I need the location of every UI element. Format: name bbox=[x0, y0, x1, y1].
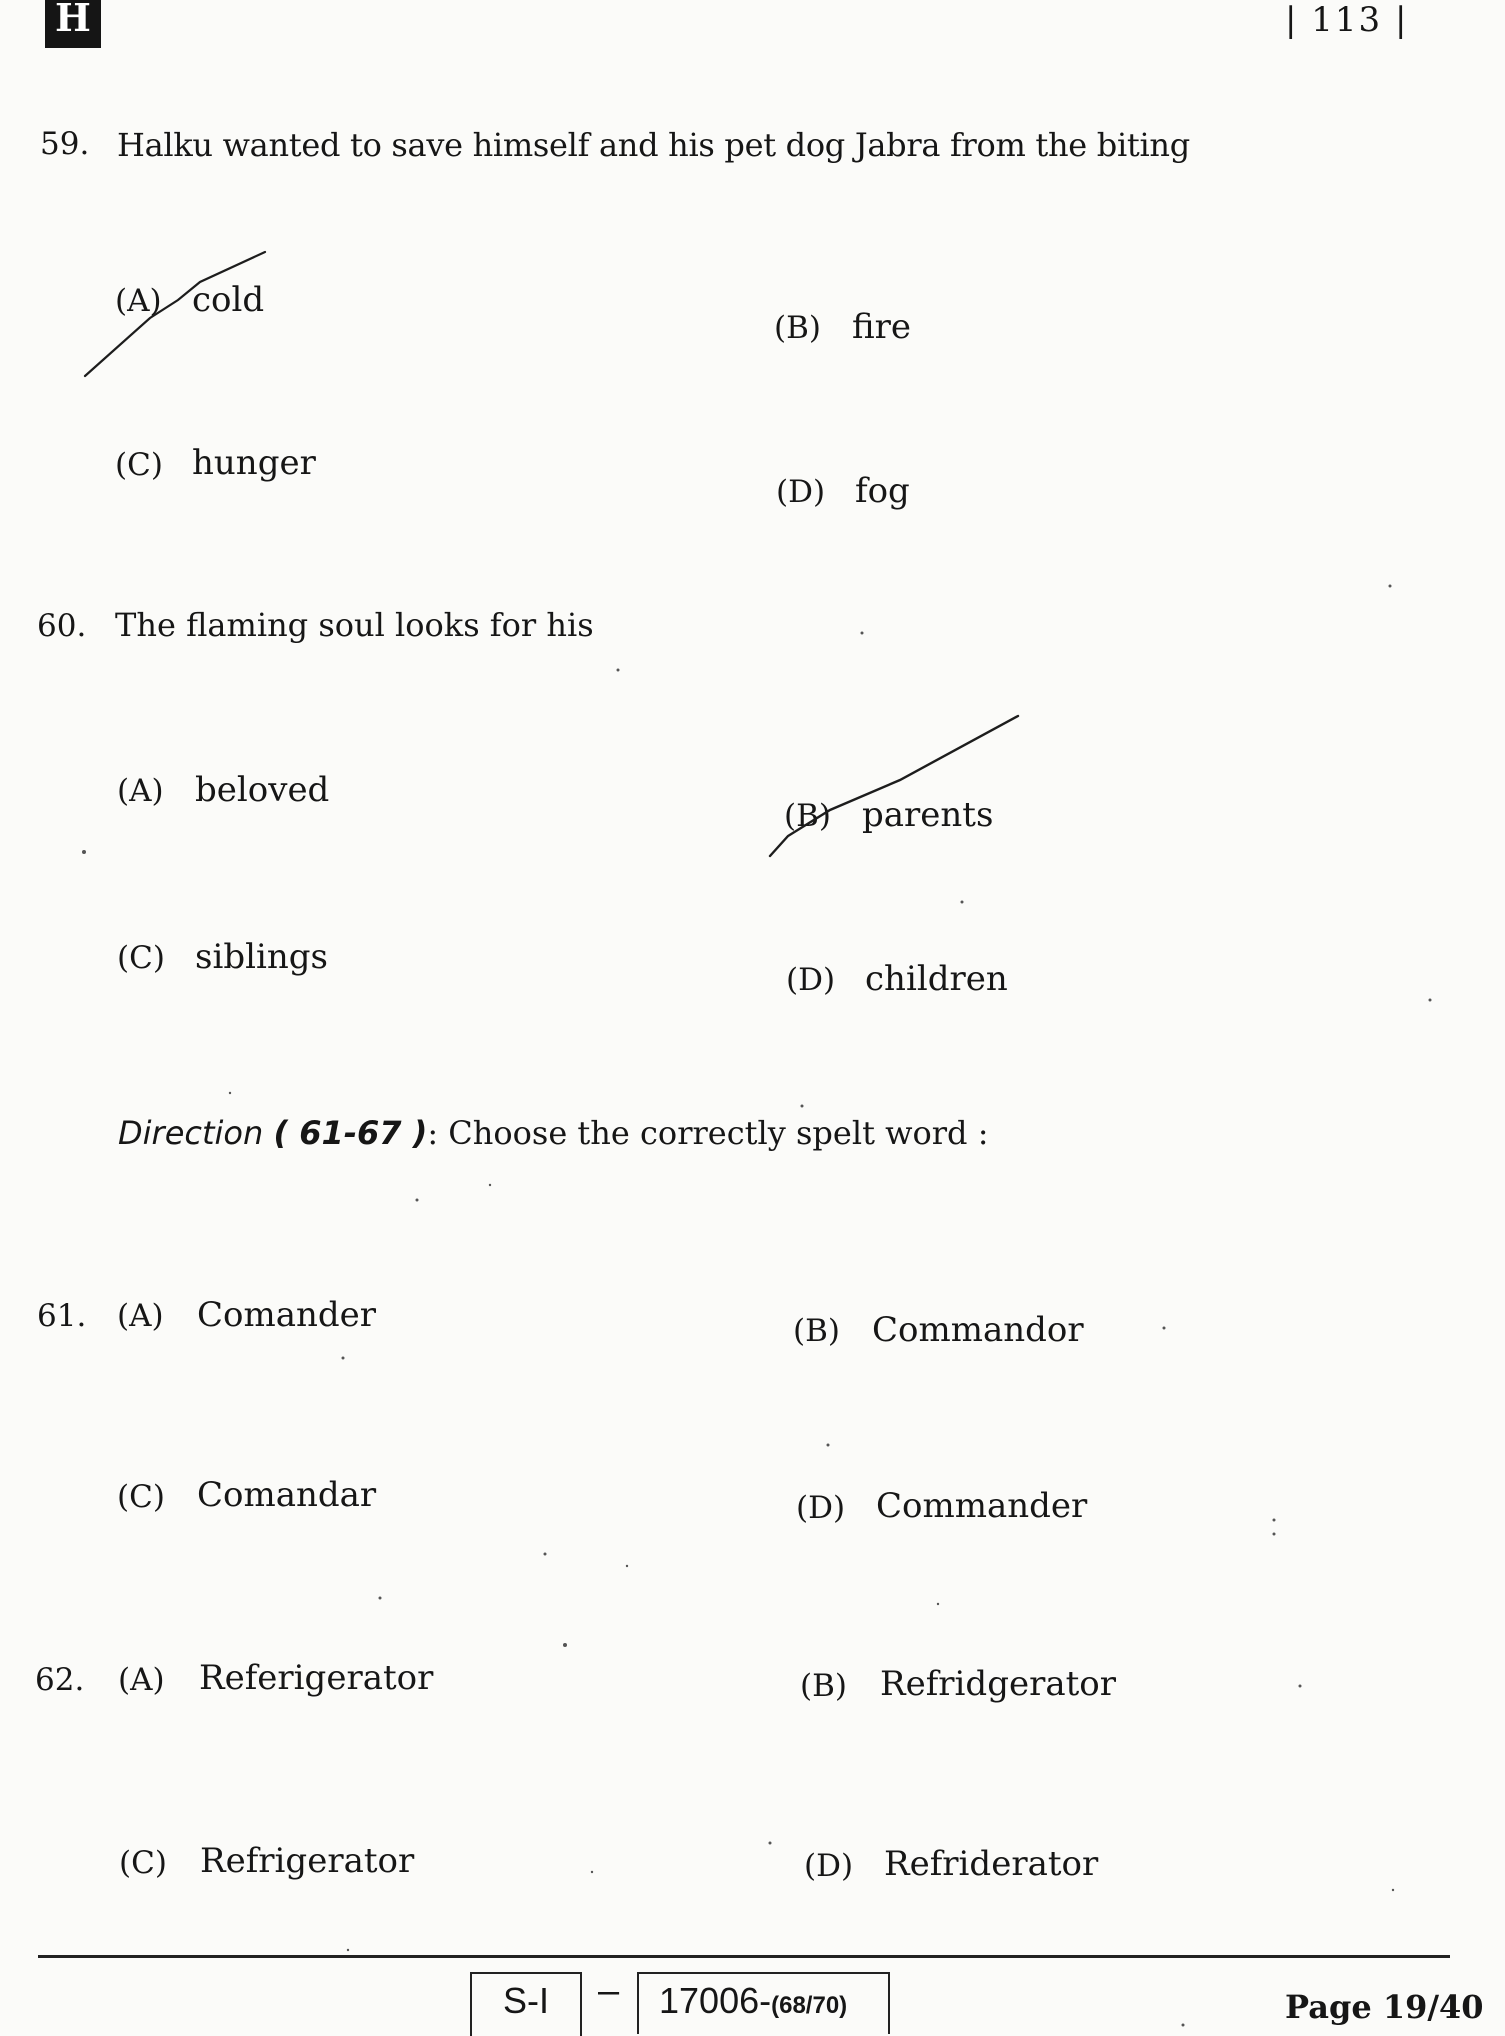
q61-option-d-letter[interactable]: (D) bbox=[796, 1490, 846, 1526]
page-number: Page 19/40 bbox=[1285, 1988, 1484, 2026]
question-59-number: 59. bbox=[40, 126, 90, 162]
q59-option-c-letter[interactable]: (C) bbox=[115, 447, 163, 483]
q61-option-c-text[interactable]: Comandar bbox=[197, 1475, 377, 1515]
q62-option-d-text[interactable]: Refriderator bbox=[884, 1844, 1099, 1884]
direction-line bbox=[118, 1114, 988, 1152]
series-badge: H bbox=[45, 0, 101, 48]
question-60-number: 60. bbox=[37, 608, 87, 644]
question-60-text: The flaming soul looks for his bbox=[115, 606, 594, 644]
q61-option-c-letter[interactable]: (C) bbox=[117, 1479, 165, 1515]
q60-option-c-text[interactable]: siblings bbox=[195, 937, 328, 977]
footer-set-box bbox=[470, 1972, 582, 2036]
q60-option-b-text[interactable]: parents bbox=[862, 795, 994, 835]
page-code: | 113 | bbox=[1285, 0, 1409, 40]
q62-option-d-letter[interactable]: (D) bbox=[804, 1848, 854, 1884]
q62-option-c-letter[interactable]: (C) bbox=[119, 1845, 167, 1881]
q62-option-b-letter[interactable]: (B) bbox=[800, 1668, 847, 1704]
q60-option-b-letter[interactable]: (B) bbox=[784, 798, 831, 834]
q61-option-a-letter[interactable]: (A) bbox=[117, 1298, 164, 1334]
q62-option-b-text[interactable]: Refridgerator bbox=[880, 1664, 1116, 1704]
footer-separator: – bbox=[598, 1970, 620, 2012]
footer-code: 17006- bbox=[659, 1980, 772, 2021]
q59-option-a-letter[interactable]: (A) bbox=[115, 283, 162, 319]
q60-option-d-letter[interactable]: (D) bbox=[786, 962, 836, 998]
q62-option-a-text[interactable]: Referigerator bbox=[199, 1658, 434, 1698]
footer-code-box bbox=[637, 1972, 890, 2034]
q60-option-c-letter[interactable]: (C) bbox=[117, 940, 165, 976]
footer-code-suffix: (68/70) bbox=[771, 1992, 848, 2019]
q59-option-d-letter[interactable]: (D) bbox=[776, 474, 826, 510]
direction-range: ( 61-67 ) bbox=[273, 1114, 428, 1152]
q60-option-d-text[interactable]: children bbox=[865, 959, 1008, 999]
direction-label: Direction bbox=[118, 1114, 264, 1152]
q60-option-a-text[interactable]: beloved bbox=[195, 770, 330, 810]
q61-option-a-text[interactable]: Comander bbox=[197, 1295, 377, 1335]
q61-option-b-text[interactable]: Commandor bbox=[872, 1310, 1084, 1350]
question-59-text: Halku wanted to save himself and his pet dog Jabra from the biting bbox=[117, 126, 1190, 164]
q61-option-d-text[interactable]: Commander bbox=[876, 1486, 1088, 1526]
q61-option-b-letter[interactable]: (B) bbox=[793, 1313, 840, 1349]
question-61-number: 61. bbox=[37, 1298, 87, 1334]
q59-option-c-text[interactable]: hunger bbox=[192, 443, 316, 483]
question-62-number: 62. bbox=[35, 1662, 85, 1698]
footer-rule bbox=[38, 1955, 1450, 1958]
q59-option-d-text[interactable]: fog bbox=[855, 471, 910, 511]
q59-option-a-text[interactable]: cold bbox=[192, 280, 265, 320]
q62-option-c-text[interactable]: Refrigerator bbox=[200, 1841, 415, 1881]
q59-option-b-text[interactable]: fire bbox=[852, 307, 912, 347]
q62-option-a-letter[interactable]: (A) bbox=[118, 1662, 165, 1698]
q59-option-b-letter[interactable]: (B) bbox=[774, 310, 821, 346]
direction-text: : Choose the correctly spelt word : bbox=[427, 1114, 989, 1152]
answer-mark-q60 bbox=[770, 716, 1018, 856]
q60-option-a-letter[interactable]: (A) bbox=[117, 773, 164, 809]
footer-set: S-I bbox=[502, 1980, 549, 2021]
